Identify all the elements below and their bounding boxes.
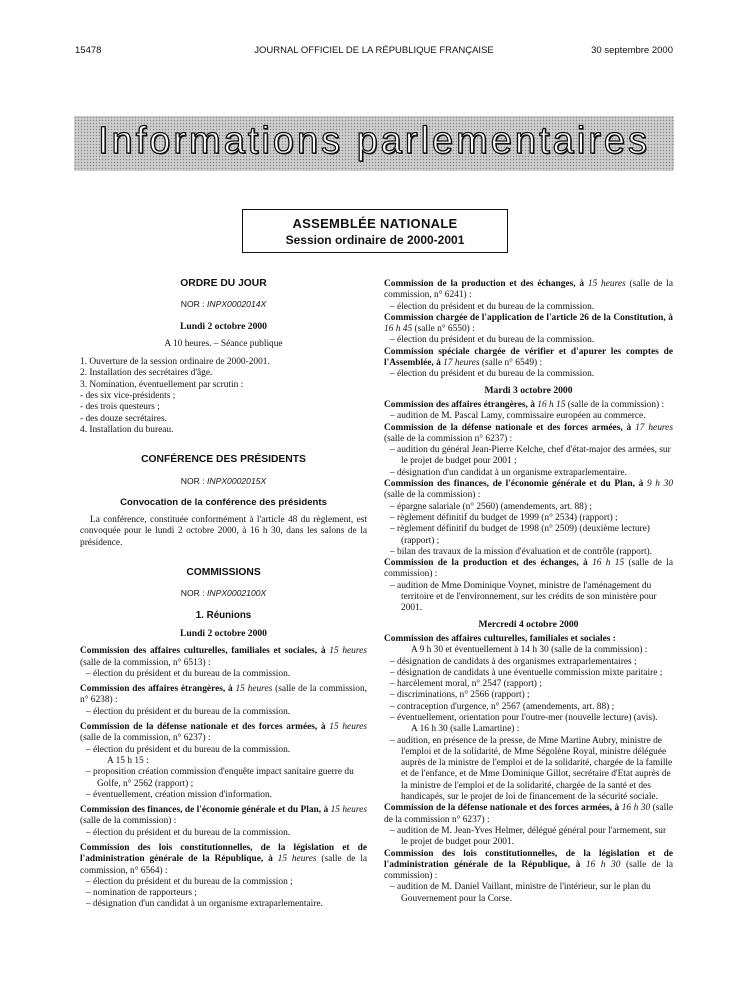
- agenda-item: – éventuellement, création mission d'information.: [86, 789, 273, 800]
- commission-entry: Commission des finances, de l'économie générale et du Plan, à 15 heures (salle de la commission) :: [80, 805, 367, 827]
- reunions-heading: 1. Réunions: [195, 609, 252, 621]
- commission-entry: Commission de la production et des échanges, à 15 heures (salle de la commission, n° 6241) :: [384, 279, 673, 301]
- time-slot: A 16 h 30 (salle Lamartine) :: [411, 724, 520, 735]
- agenda-item: – audition, en présence de la presse, de Mme Martine Aubry, ministre de l'emploi et de la solidarité, de Mme Ségolène Royal, ministre déléguée auprès de la ministre de l'emploi et de la solidarité, chargée de la famille et de l'enfance, et de Mme Dominique Gillot, secrétaire d'Etat auprès de la ministre de l'emploi et de la solidarité, chargée de la santé et des handicapés, sur le projet de loi de financement de la sécurité sociale.: [390, 735, 673, 803]
- list-item: - des six vice-présidents ;: [80, 391, 176, 402]
- commission-entry: Commission des lois constitutionnelles, de la législation et de l'administration générale de la République, à 15 heures (salle de la commission, n° 6564) :: [80, 842, 368, 876]
- agenda-item: – désignation de candidats à des organismes extraparlementaires ;: [390, 656, 637, 667]
- agenda-item: – contraception d'urgence, n° 2567 (amendements, art. 88) ;: [390, 701, 615, 712]
- agenda-item: – élection du président et du bureau de la commission.: [390, 335, 595, 346]
- list-item: - des douze secrétaires.: [80, 413, 167, 424]
- journal-title: JOURNAL OFFICIEL DE LA RÉPUBLIQUE FRANÇAISE: [254, 45, 494, 56]
- assembly-box: [242, 209, 508, 253]
- commission-entry: Commission spéciale chargée de vérifier et d'apurer les comptes de l'Assemblée, à 17 heures (salle n° 6549) :: [384, 346, 673, 369]
- agenda-item: – élection du président et du bureau de la commission.: [86, 744, 291, 755]
- list-item: 3. Nomination, éventuellement par scrutin :: [80, 379, 244, 390]
- agenda-item: – audition de M. Jean-Yves Helmer, délégué général pour l'armement, sur le projet de budget pour 2001.: [390, 825, 667, 848]
- assembly-name: ASSEMBLÉE NATIONALE: [292, 216, 458, 231]
- nor-reference: NOR : INPX0002015X: [180, 475, 267, 486]
- agenda-item: – épargne salariale (n° 2560) (amendements, art. 88) ;: [390, 501, 592, 512]
- agenda-item: – audition de M. Pascal Lamy, commissaire européen au commerce.: [390, 411, 646, 422]
- date-heading: Lundi 2 octobre 2000: [180, 320, 267, 332]
- agenda-item: – désignation d'un candidat à un organisme extraparlementaire.: [390, 467, 627, 478]
- agenda-item: – règlement définitif du budget de 1998 (n° 2509) (deuxième lecture) (rapport) ;: [390, 524, 650, 546]
- agenda-item: – bilan des travaux de la mission d'évaluation et de contrôle (rapport).: [390, 546, 653, 557]
- list-item: 4. Installation du bureau.: [80, 424, 174, 435]
- commission-entry: Commission de la défense nationale et des forces armées, à 17 heures (salle de la commission n° 6237) :: [384, 422, 673, 444]
- list-item: - des trois questeurs ;: [80, 402, 160, 413]
- commission-entry: Commission de la production et des échanges, à 16 h 15 (salle de la commission) :: [384, 558, 674, 580]
- agenda-item: – élection du président et du bureau de la commission.: [390, 301, 595, 312]
- page-header: [75, 45, 673, 59]
- agenda-item: – harcèlement moral, n° 2547 (rapport) ;: [390, 679, 542, 690]
- commission-entry: Commission des affaires étrangères, à 15 heures (salle de la commission, n° 6238) :: [80, 684, 368, 706]
- section-banner: [74, 116, 674, 171]
- commission-entry: Commission des lois constitutionnelles, de la législation et de l'administration générale de la République, à 16 h 30 (salle de la commission) :: [384, 848, 674, 882]
- agenda-item: – proposition création commission d'enquête impact sanitaire guerre du Golfe, n° 2562 (rapport) ;: [86, 767, 354, 789]
- seance-line: A 10 heures. – Séance publique: [164, 338, 283, 349]
- agenda-item: – élection du président et du bureau de la commission.: [86, 827, 291, 838]
- commissions-title: COMMISSIONS: [186, 567, 261, 579]
- agenda-item: – élection du président et du bureau de la commission.: [390, 369, 595, 380]
- time-slot: A 9 h 30 et éventuellement à 14 h 30 (salle de la commission) :: [411, 645, 648, 656]
- agenda-item: – audition de Mme Dominique Voynet, ministre de l'aménagement du territoire et de l'environnement, sur les crédits de son ministère pour 2001.: [390, 580, 657, 614]
- commission-entry: Commission de la défense nationale et des forces armées, à 16 h 30 (salle de la commission n° 6237) :: [384, 803, 673, 825]
- time-slot: A 15 h 15 :: [107, 755, 149, 766]
- agenda-item: – élection du président et du bureau de la commission ;: [86, 876, 293, 887]
- list-item: 1. Ouverture de la session ordinaire de 2000-2001.: [80, 357, 270, 368]
- commission-entry: Commission chargée de l'application de l'article 26 de la Constitution, à 16 h 45 (salle n° 6550) :: [384, 312, 673, 335]
- agenda-item: – éventuellement, orientation pour l'outre-mer (nouvelle lecture) (avis).: [390, 712, 658, 723]
- agenda-item: – élection du président et du bureau de la commission.: [86, 668, 291, 679]
- ordre-title: ORDRE DU JOUR: [180, 278, 267, 289]
- convocation-text: La conférence, constituée conformément à l'article 48 du règlement, est convoquée pour le lundi 2 octobre 2000, à 16 h 30, dans les salons de la présidence.: [80, 515, 367, 548]
- agenda-item: – nomination de rapporteurs ;: [86, 888, 197, 899]
- agenda-item: – audition du général Jean-Pierre Kelche, chef d'état-major des armées, sur le projet de budget pour 2001 ;: [390, 445, 671, 467]
- agenda-item: – audition de M. Daniel Vaillant, ministre de l'intérieur, sur le plan du Gouvernement pour la Corse.: [390, 882, 651, 904]
- page-number: 15478: [75, 45, 102, 56]
- commission-entry: Commission des affaires culturelles, familiales et sociales :: [384, 633, 616, 644]
- nor-reference: NOR : INPX0002014X: [180, 299, 267, 310]
- session-name: Session ordinaire de 2000-2001: [285, 233, 465, 247]
- commission-entry: Commission des affaires étrangères, à 16 h 15 (salle de la commission) :: [384, 399, 665, 410]
- agenda-item: – règlement définitif du budget de 1999 (n° 2534) (rapport) ;: [390, 512, 618, 523]
- date-heading: Lundi 2 octobre 2000: [180, 627, 267, 639]
- commission-entry: Commission de la défense nationale et des forces armées, à 15 heures (salle de la commission, n° 6237) :: [80, 722, 367, 744]
- left-column: [80, 278, 367, 911]
- agenda-item: – discriminations, n° 2566 (rapport) ;: [390, 690, 530, 701]
- nor-reference: NOR : INPX0002100X: [180, 588, 267, 599]
- conference-title: CONFÉRENCE DES PRÉSIDENTS: [141, 454, 306, 466]
- convocation-title: Convocation de la conférence des présidents: [120, 496, 327, 508]
- issue-date: 30 septembre 2000: [591, 45, 673, 56]
- right-column: [384, 279, 673, 905]
- agenda-item: – désignation de candidats à une éventuelle commission mixte paritaire ;: [390, 667, 663, 678]
- commission-entry: Commission des affaires culturelles, familiales et sociales, à 15 heures (salle de la commission, n° 6513) :: [80, 646, 367, 668]
- date-heading: Mercredi 4 octobre 2000: [478, 618, 579, 630]
- agenda-item: – élection du président et du bureau de la commission.: [86, 706, 291, 717]
- list-item: 2. Installation des secrétaires d'âge.: [80, 368, 213, 379]
- date-heading: Mardi 3 octobre 2000: [484, 384, 573, 396]
- commission-entry: Commission des finances, de l'économie générale et du Plan, à 9 h 30 (salle de la commission) :: [384, 479, 673, 501]
- agenda-item: – désignation d'un candidat à un organisme extraparlementaire.: [86, 899, 323, 910]
- banner-title: Informations parlementaires: [98, 120, 650, 162]
